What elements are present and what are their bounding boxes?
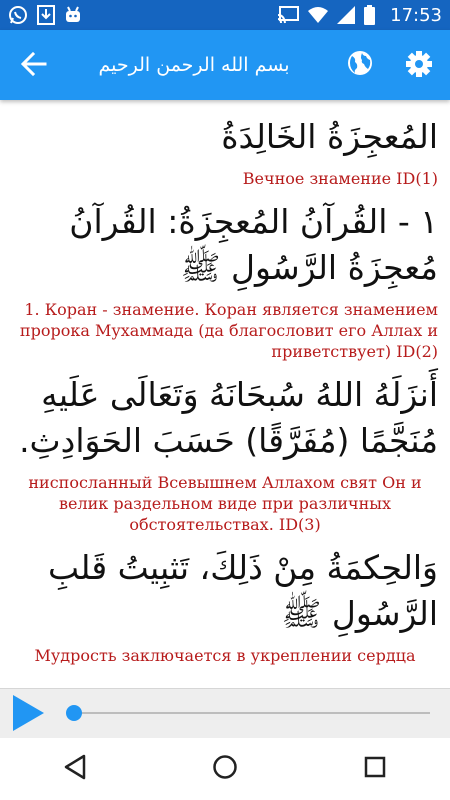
status-left xyxy=(8,5,82,25)
audio-player xyxy=(0,688,450,738)
play-icon xyxy=(10,694,46,736)
verse-item[interactable] xyxy=(0,362,450,535)
play-button[interactable] xyxy=(8,695,48,735)
app-bar xyxy=(0,30,450,100)
reading-content[interactable] xyxy=(0,100,450,688)
nav-recents-icon xyxy=(363,755,387,783)
back-button[interactable] xyxy=(18,50,50,82)
verse-item[interactable] xyxy=(0,100,450,189)
nav-back-button[interactable] xyxy=(45,744,105,794)
arabic-text: المُعجِزَةُ الخَالِدَةُ xyxy=(221,117,438,156)
globe-icon xyxy=(346,49,374,81)
page-title: بسم الله الرحمن الرحيم xyxy=(98,54,290,76)
navigation-bar xyxy=(0,738,450,800)
status-bar xyxy=(0,0,450,30)
gear-icon xyxy=(405,50,433,82)
battery-icon xyxy=(364,5,375,25)
arrow-back-icon xyxy=(21,51,47,81)
whatsapp-icon xyxy=(8,5,28,25)
status-time: 17:53 xyxy=(390,4,442,26)
nav-recents-button[interactable] xyxy=(345,744,405,794)
wifi-icon xyxy=(308,6,328,24)
nav-home-icon xyxy=(212,754,238,784)
nav-back-icon xyxy=(63,754,87,784)
arabic-text: أَنزَلَهُ اللهُ سُبحَانَهُ وَتَعَالَى عَلَيهِ مُنَجَّمًا (مُفَرَّقًا) حَسَبَ الحَوَادِثِ. xyxy=(19,375,438,460)
settings-button[interactable] xyxy=(403,50,435,82)
translation-text: Вечное знамение ID(1) xyxy=(242,169,438,188)
status-right xyxy=(277,5,442,26)
language-button[interactable] xyxy=(345,50,375,80)
download-icon xyxy=(37,5,55,25)
arabic-text: ١ - القُرآنُ المُعجِزَةُ: القُرآنُ مُعجِزَةُ الرَّسُولِ ﷺ xyxy=(69,202,438,287)
translation-text: Мудрость заключается в укреплении сердца xyxy=(34,646,416,665)
cast-icon xyxy=(277,6,299,24)
arabic-text: وَالحِكمَةُ مِنْ ذَلِكَ، تَثبِيتُ قَلبِ الرَّسُولِ ﷺ xyxy=(48,548,438,633)
android-icon xyxy=(64,6,82,24)
verse-item[interactable] xyxy=(0,535,450,666)
verse-item[interactable] xyxy=(0,189,450,362)
nav-home-button[interactable] xyxy=(195,744,255,794)
seek-bar[interactable] xyxy=(74,712,430,714)
translation-text: ниспосланный Всевышнем Аллахом свят Он и велик раздельном виде при различных обстоятельствах. ID(3) xyxy=(28,473,422,534)
translation-text: 1. Коран - знамение. Коран является знамением пророка Мухаммада (да благословит его Аллах и приветствует) ID(2) xyxy=(19,300,438,361)
signal-icon xyxy=(337,6,355,24)
seek-thumb[interactable] xyxy=(66,705,82,721)
